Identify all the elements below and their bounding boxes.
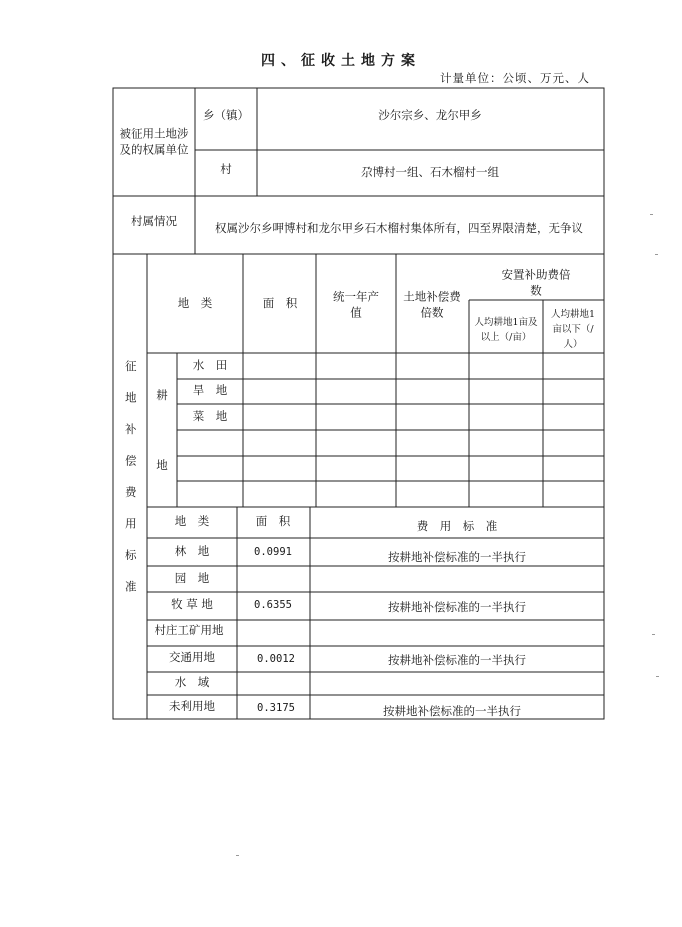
header-unified-output: 统一年产值 [333,289,379,319]
township-value: 沙尔宗乡、龙尔甲乡 [378,108,482,123]
cultivated-row: 旱 地 [192,383,228,398]
scan-speck [656,676,659,677]
header-resettlement-sub1: 人均耕地1亩及以上（/亩） [474,316,538,343]
table-row-type: 牧 草 地 [171,597,213,612]
table-row-area: 0.0991 [254,545,292,558]
table-row-type: 林 地 [174,544,210,559]
cultivated-row: 水 田 [192,358,228,373]
cultivated-row: 菜 地 [192,409,228,424]
header-land-comp-multiple: 土地补偿费倍数 [403,289,461,319]
table-row-type: 水 域 [174,675,210,690]
scan-speck [655,254,658,255]
table-row-standard: 按耕地补偿标准的一半执行 [388,550,526,565]
title-status-value: 权属沙尔乡呷博村和龙尔甲乡石木榴村集体所有，四至界限清楚，无争议 [215,221,583,236]
header-land-type: 地 类 [177,296,213,311]
compensation-section-label: 征地补偿费用标准 [123,360,138,612]
ownership-label: 被征用土地涉及的权属单位 [119,126,189,156]
table-row-standard: 按耕地补偿标准的一半执行 [388,600,526,615]
township-label: 乡（镇） [203,108,249,123]
other-header-land-type: 地 类 [174,514,210,529]
scan-speck [236,855,239,856]
table-row-area: 0.6355 [254,598,292,611]
cultivated-label: 耕地 [156,388,168,472]
title-status-label: 村属情况 [131,214,177,229]
header-resettlement: 安置补助费倍数 [501,267,571,297]
table-row-type: 交通用地 [169,650,215,665]
header-area: 面 积 [262,296,298,311]
other-header-standard: 费 用 标 准 [416,519,498,534]
table-row-standard: 按耕地补偿标准的一半执行 [388,653,526,668]
table-row-type: 未利用地 [169,699,215,714]
other-header-area: 面 积 [255,514,291,529]
table-row-type: 村庄工矿用地 [154,623,224,638]
table-row-type: 园 地 [174,571,210,586]
scan-speck [650,214,653,215]
table-row-area: 0.3175 [257,701,295,714]
unit-note: 计量单位：公顷、万元、人 [440,71,590,85]
village-value: 尕博村一组、石木榴村一组 [361,165,499,180]
document-title: 四、征收土地方案 [261,53,421,69]
header-resettlement-sub2: 人均耕地1亩以下（/人） [550,309,596,351]
table-row-area: 0.0012 [257,652,295,665]
scan-speck [652,634,655,635]
village-label: 村 [220,162,232,177]
table-row-standard: 按耕地补偿标准的一半执行 [383,704,521,719]
